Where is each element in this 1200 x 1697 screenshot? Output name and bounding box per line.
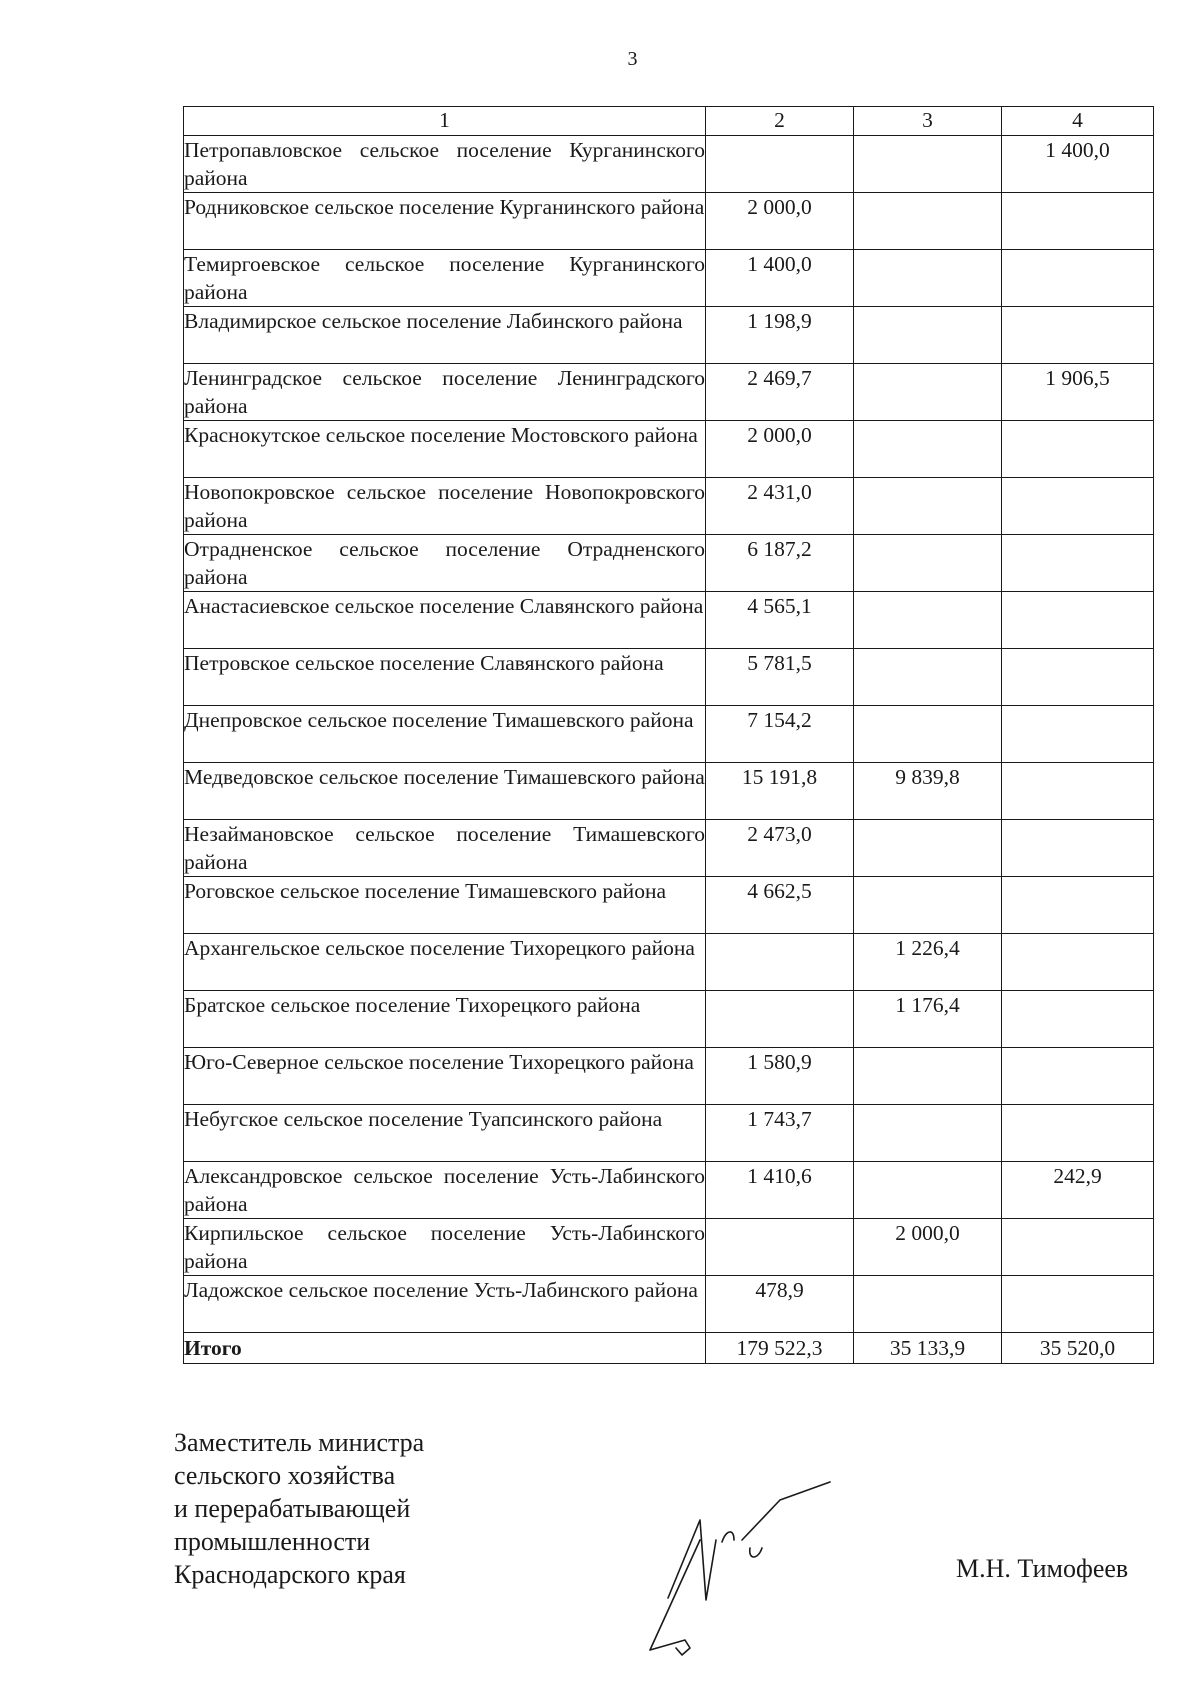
table-row — [184, 592, 1154, 649]
row-col-3 — [854, 1105, 1002, 1162]
row-col-4 — [1002, 307, 1154, 364]
row-col-2: 7 154,2 — [706, 706, 854, 763]
table-row — [184, 307, 1154, 364]
row-col-2: 1 410,6 — [706, 1162, 854, 1219]
row-col-2: 2 000,0 — [706, 193, 854, 250]
table-row — [184, 478, 1154, 535]
table-row — [184, 934, 1154, 991]
table-row — [184, 877, 1154, 934]
row-col-2: 1 198,9 — [706, 307, 854, 364]
row-name: Александровское сельское поселение Усть-Лабинского района — [184, 1162, 706, 1219]
row-col-2 — [706, 1219, 854, 1276]
row-col-4 — [1002, 421, 1154, 478]
table-row — [184, 193, 1154, 250]
row-col-3 — [854, 1276, 1002, 1333]
row-name: Краснокутское сельское поселение Мостовского района — [184, 421, 706, 478]
row-col-4 — [1002, 1048, 1154, 1105]
row-name: Братское сельское поселение Тихорецкого района — [184, 991, 706, 1048]
row-col-3 — [854, 592, 1002, 649]
row-name: Медведовское сельское поселение Тимашевского района — [184, 763, 706, 820]
row-col-2: 5 781,5 — [706, 649, 854, 706]
row-col-4 — [1002, 193, 1154, 250]
row-col-2: 1 580,9 — [706, 1048, 854, 1105]
row-col-2 — [706, 991, 854, 1048]
row-col-2: 478,9 — [706, 1276, 854, 1333]
row-name: Юго-Северное сельское поселение Тихорецкого района — [184, 1048, 706, 1105]
row-col-4 — [1002, 1219, 1154, 1276]
row-name: Новопокровское сельское поселение Новопокровского района — [184, 478, 706, 535]
row-col-2: 2 473,0 — [706, 820, 854, 877]
table-row — [184, 763, 1154, 820]
row-col-2: 2 000,0 — [706, 421, 854, 478]
position-line: и перерабатывающей — [174, 1494, 411, 1523]
row-col-2 — [706, 136, 854, 193]
row-name: Темиргоевское сельское поселение Курганинского района — [184, 250, 706, 307]
row-name: Ладожское сельское поселение Усть-Лабинского района — [184, 1276, 706, 1333]
row-col-4: 1 906,5 — [1002, 364, 1154, 421]
row-col-3 — [854, 877, 1002, 934]
table-row — [184, 250, 1154, 307]
row-col-3 — [854, 364, 1002, 421]
row-col-3 — [854, 649, 1002, 706]
row-col-2: 15 191,8 — [706, 763, 854, 820]
row-col-4 — [1002, 1276, 1154, 1333]
row-col-2: 2 431,0 — [706, 478, 854, 535]
position-line: промышленности — [174, 1527, 371, 1556]
row-col-4: 1 400,0 — [1002, 136, 1154, 193]
total-col-2: 179 522,3 — [706, 1333, 854, 1364]
row-col-4 — [1002, 592, 1154, 649]
column-header-1: 1 — [184, 107, 706, 136]
row-col-3: 9 839,8 — [854, 763, 1002, 820]
table-body — [184, 136, 1154, 1333]
row-name: Анастасиевское сельское поселение Славянского района — [184, 592, 706, 649]
table-row — [184, 820, 1154, 877]
row-col-4 — [1002, 535, 1154, 592]
row-col-4 — [1002, 706, 1154, 763]
page-number: 3 — [627, 48, 638, 70]
table-row — [184, 364, 1154, 421]
row-col-4 — [1002, 649, 1154, 706]
row-col-3 — [854, 307, 1002, 364]
table-row — [184, 1276, 1154, 1333]
table-row — [184, 1048, 1154, 1105]
table-row — [184, 1219, 1154, 1276]
row-col-4 — [1002, 1105, 1154, 1162]
total-col-4: 35 520,0 — [1002, 1333, 1154, 1364]
table-row — [184, 421, 1154, 478]
table-row — [184, 136, 1154, 193]
row-name: Днепровское сельское поселение Тимашевского района — [184, 706, 706, 763]
row-col-2 — [706, 934, 854, 991]
table-row — [184, 1162, 1154, 1219]
row-name: Ленинградское сельское поселение Ленинградского района — [184, 364, 706, 421]
signature-position-block — [174, 1426, 424, 1591]
table-header-row — [184, 107, 1154, 136]
row-name: Кирпильское сельское поселение Усть-Лабинского района — [184, 1219, 706, 1276]
column-header-2: 2 — [706, 107, 854, 136]
row-col-3 — [854, 250, 1002, 307]
row-name: Петропавловское сельское поселение Курганинского района — [184, 136, 706, 193]
row-col-3 — [854, 535, 1002, 592]
row-col-4 — [1002, 991, 1154, 1048]
row-col-2: 4 565,1 — [706, 592, 854, 649]
total-label: Итого — [184, 1333, 706, 1364]
row-col-2: 2 469,7 — [706, 364, 854, 421]
row-name: Отрадненское сельское поселение Отрадненского района — [184, 535, 706, 592]
signer-name: М.Н. Тимофеев — [956, 1554, 1129, 1583]
allocation-table — [183, 106, 1154, 1364]
row-col-4: 242,9 — [1002, 1162, 1154, 1219]
row-col-3: 2 000,0 — [854, 1219, 1002, 1276]
row-name: Роговское сельское поселение Тимашевского района — [184, 877, 706, 934]
position-line: сельского хозяйства — [174, 1461, 396, 1490]
row-name: Владимирское сельское поселение Лабинского района — [184, 307, 706, 364]
row-col-4 — [1002, 763, 1154, 820]
row-col-3 — [854, 706, 1002, 763]
row-col-3 — [854, 478, 1002, 535]
column-header-4: 4 — [1002, 107, 1154, 136]
table-row — [184, 535, 1154, 592]
row-col-3 — [854, 820, 1002, 877]
table-row — [184, 706, 1154, 763]
table-row — [184, 991, 1154, 1048]
row-col-4 — [1002, 478, 1154, 535]
row-name: Петровское сельское поселение Славянского района — [184, 649, 706, 706]
row-col-3 — [854, 136, 1002, 193]
row-col-4 — [1002, 820, 1154, 877]
total-col-3: 35 133,9 — [854, 1333, 1002, 1364]
row-col-4 — [1002, 250, 1154, 307]
row-col-3: 1 176,4 — [854, 991, 1002, 1048]
position-line: Заместитель министра — [174, 1428, 425, 1457]
handwritten-signature — [630, 1480, 870, 1660]
row-name: Архангельское сельское поселение Тихорецкого района — [184, 934, 706, 991]
row-name: Незаймановское сельское поселение Тимашевского района — [184, 820, 706, 877]
row-col-4 — [1002, 934, 1154, 991]
row-name: Родниковское сельское поселение Курганинского района — [184, 193, 706, 250]
row-name: Небугское сельское поселение Туапсинского района — [184, 1105, 706, 1162]
column-header-3: 3 — [854, 107, 1002, 136]
row-col-2: 6 187,2 — [706, 535, 854, 592]
row-col-2: 1 743,7 — [706, 1105, 854, 1162]
row-col-3 — [854, 1162, 1002, 1219]
row-col-2: 1 400,0 — [706, 250, 854, 307]
row-col-3 — [854, 193, 1002, 250]
row-col-3 — [854, 421, 1002, 478]
table-row — [184, 1105, 1154, 1162]
table-row — [184, 649, 1154, 706]
row-col-4 — [1002, 877, 1154, 934]
row-col-2: 4 662,5 — [706, 877, 854, 934]
row-col-3 — [854, 1048, 1002, 1105]
position-line: Краснодарского края — [174, 1560, 406, 1589]
total-row — [184, 1333, 1154, 1364]
row-col-3: 1 226,4 — [854, 934, 1002, 991]
